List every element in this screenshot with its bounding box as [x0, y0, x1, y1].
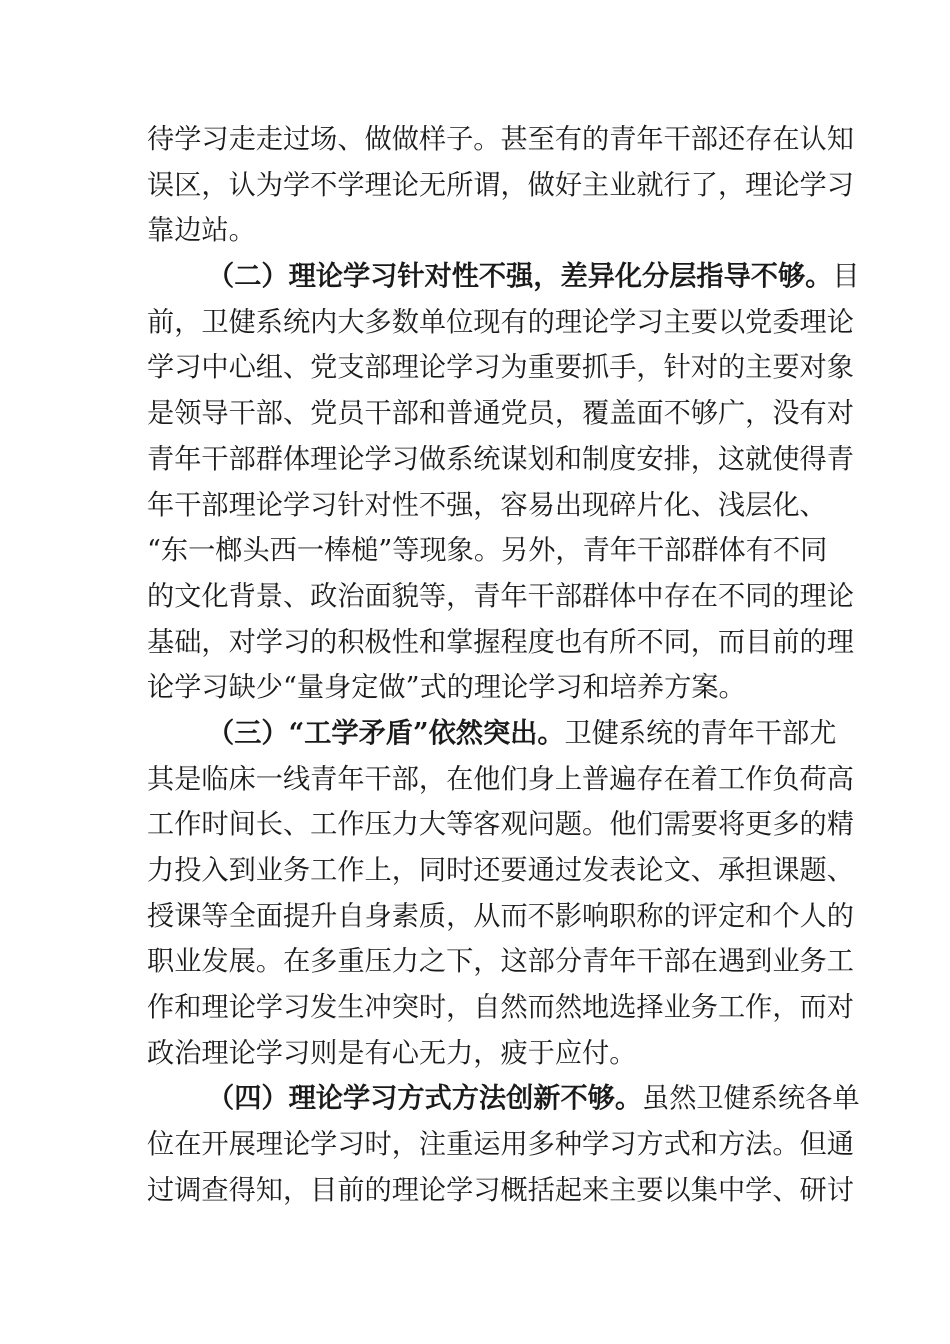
text-line: 靠边站。 — [147, 215, 256, 247]
text-line: 过调查得知，目前的理论学习概括起来主要以集中学、研讨 — [147, 1174, 854, 1206]
section-heading-2: （二）理论学习针对性不强，差异化分层指导不够。 — [207, 260, 833, 293]
section-heading-3: （三）“工学矛盾”依然突出。 — [207, 716, 565, 749]
text-line: 职业发展。在多重压力之下，这部分青年干部在遇到业务工 — [147, 946, 854, 978]
text-line: 政治理论学习则是有心无力，疲于应付。 — [147, 1037, 637, 1069]
text-line: 基础，对学习的积极性和掌握程度也有所不同，而目前的理 — [147, 626, 854, 658]
paragraph-first-line — [147, 254, 860, 300]
section-heading-4: （四）理论学习方式方法创新不够。 — [207, 1082, 643, 1115]
paragraph-lead-text: 目 — [832, 261, 860, 293]
text-line: 是领导干部、党员干部和普通党员，覆盖面不够广，没有对 — [147, 398, 854, 430]
text-line: 论学习缺少“量身定做”式的理论学习和培养方案。 — [147, 672, 746, 704]
paragraph-3 — [147, 711, 854, 1077]
text-line: 学习中心组、党支部理论学习为重要抓手，针对的主要对象 — [147, 352, 854, 384]
text-line: 的文化背景、政治面貌等，青年干部群体中存在不同的理论 — [147, 580, 854, 612]
paragraph-first-line — [147, 1076, 860, 1122]
text-line: “东一榔头西一棒槌”等现象。另外，青年干部群体有不同 — [147, 535, 828, 567]
paragraph-lead-text: 卫健系统的青年干部尤 — [564, 717, 837, 749]
paragraph-1 — [147, 117, 854, 254]
paragraph-lead-text: 虽然卫健系统各单 — [642, 1083, 860, 1115]
text-line: 力投入到业务工作上，同时还要通过发表论文、承担课题、 — [147, 855, 854, 886]
paragraph-2 — [147, 254, 860, 711]
text-line: 作和理论学习发生冲突时，自然而然地选择业务工作，而对 — [147, 992, 854, 1024]
text-line: 误区，认为学不学理论无所谓，做好主业就行了，理论学习 — [147, 169, 854, 201]
paragraph-4 — [147, 1076, 860, 1213]
paragraph-first-line — [147, 711, 837, 757]
text-line: 年干部理论学习针对性不强，容易出现碎片化、浅层化、 — [147, 489, 827, 521]
text-line: 工作时间长、工作压力大等客观问题。他们需要将更多的精 — [147, 809, 854, 841]
text-line: 待学习走走过场、做做样子。甚至有的青年干部还存在认知 — [147, 124, 854, 155]
text-line: 位在开展理论学习时，注重运用多种学习方式和方法。但通 — [147, 1129, 854, 1161]
text-line: 授课等全面提升自身素质，从而不影响职称的评定和个人的 — [147, 900, 854, 932]
text-line: 青年干部群体理论学习做系统谋划和制度安排，这就使得青 — [147, 443, 854, 475]
body-text — [147, 117, 860, 1214]
text-line: 前，卫健系统内大多数单位现有的理论学习主要以党委理论 — [147, 306, 854, 338]
text-line: 其是临床一线青年干部，在他们身上普遍存在着工作负荷高 — [147, 763, 854, 795]
